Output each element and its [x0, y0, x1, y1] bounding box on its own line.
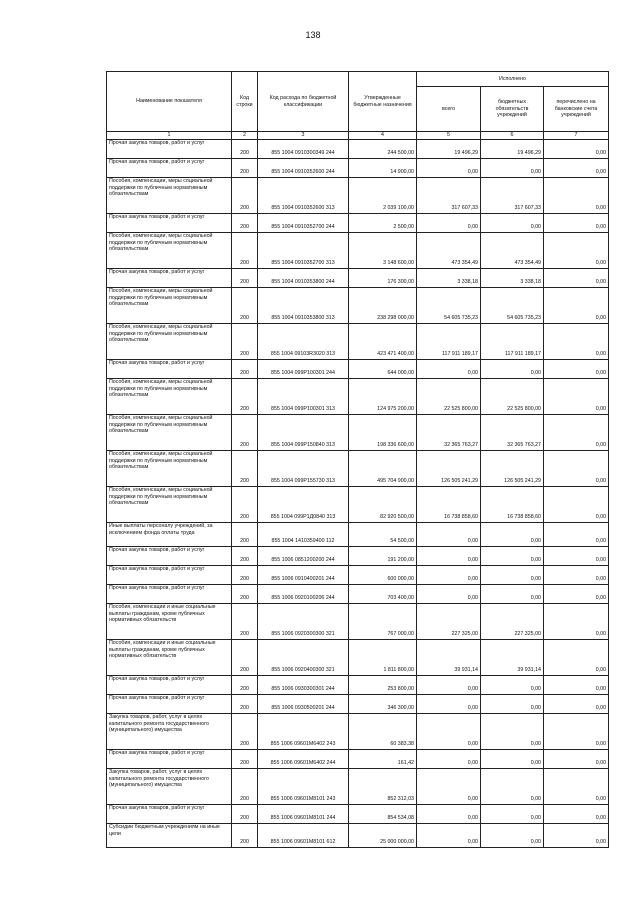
- table-row: [107, 159, 609, 178]
- table-body: [107, 140, 609, 848]
- row-line-code: 200: [232, 566, 258, 585]
- row-budget-obligations: 0,00: [481, 585, 544, 604]
- row-approved: 14 900,00: [349, 159, 417, 178]
- row-name: Прочая закупка товаров, работ и услуг: [107, 214, 232, 233]
- row-budget-obligations: 473 354,49: [481, 233, 544, 269]
- table-row: [107, 547, 609, 566]
- row-bank-transfers: 0,00: [544, 523, 609, 547]
- budget-execution-table: [106, 71, 609, 848]
- table-row: [107, 750, 609, 769]
- row-bank-transfers: 0,00: [544, 585, 609, 604]
- row-approved: 161,42: [349, 750, 417, 769]
- row-line-code: 200: [232, 214, 258, 233]
- row-budget-obligations: 0,00: [481, 769, 544, 805]
- row-line-code: 200: [232, 750, 258, 769]
- row-budget-obligations: 0,00: [481, 566, 544, 585]
- row-budget-obligations: 22 525 800,00: [481, 379, 544, 415]
- row-total: 0,00: [417, 547, 481, 566]
- table-row: [107, 487, 609, 523]
- row-total: 0,00: [417, 523, 481, 547]
- row-name: Прочая закупка товаров, работ и услуг: [107, 566, 232, 585]
- row-total: 0,00: [417, 214, 481, 233]
- row-line-code: 200: [232, 415, 258, 451]
- row-name: Пособия, компенсации, меры социальной поддержки по публичным нормативным обязательствам: [107, 178, 232, 214]
- table-row: [107, 214, 609, 233]
- row-total: 39 931,14: [417, 640, 481, 676]
- table-row: [107, 714, 609, 750]
- row-line-code: 200: [232, 769, 258, 805]
- row-budget-obligations: 0,00: [481, 805, 544, 824]
- row-budget-obligations: 0,00: [481, 214, 544, 233]
- row-total: 54 605 735,23: [417, 288, 481, 324]
- row-expense-code: 855 1006 09601M8101 612: [258, 824, 349, 848]
- row-total: 0,00: [417, 360, 481, 379]
- row-name: Пособия, компенсации, меры социальной поддержки по публичным нормативным обязательствам: [107, 487, 232, 523]
- row-line-code: 200: [232, 695, 258, 714]
- row-expense-code: 855 1004 0910352700 313: [258, 233, 349, 269]
- table-row: [107, 604, 609, 640]
- table-row: [107, 324, 609, 360]
- row-expense-code: 855 1004 099P1Д0840 313: [258, 487, 349, 523]
- row-budget-obligations: 0,00: [481, 750, 544, 769]
- row-name: Пособия, компенсации, меры социальной поддержки по публичным нормативным обязательствам: [107, 379, 232, 415]
- row-budget-obligations: 0,00: [481, 523, 544, 547]
- row-total: 117 911 189,17: [417, 324, 481, 360]
- row-total: 16 738 858,60: [417, 487, 481, 523]
- row-name: Пособия, компенсации, меры социальной поддержки по публичным нормативным обязательствам: [107, 324, 232, 360]
- row-line-code: 200: [232, 714, 258, 750]
- row-bank-transfers: 0,00: [544, 604, 609, 640]
- row-approved: 423 471 400,00: [349, 324, 417, 360]
- row-line-code: 200: [232, 604, 258, 640]
- column-number: 2: [232, 132, 258, 140]
- row-name: Закупка товаров, работ, услуг в целях капитального ремонта государственного (муниципального) имущества: [107, 714, 232, 750]
- row-bank-transfers: 0,00: [544, 487, 609, 523]
- header-name: Наименование показателя: [107, 72, 232, 132]
- row-approved: 495 704 900,00: [349, 451, 417, 487]
- row-line-code: 200: [232, 805, 258, 824]
- row-name: Пособия, компенсации, меры социальной поддержки по публичным нормативным обязательствам: [107, 451, 232, 487]
- row-expense-code: 855 1004 0910352600 244: [258, 159, 349, 178]
- row-bank-transfers: 0,00: [544, 233, 609, 269]
- row-line-code: 200: [232, 269, 258, 288]
- row-total: 19 496,29: [417, 140, 481, 159]
- row-name: Прочая закупка товаров, работ и услуг: [107, 269, 232, 288]
- row-total: 3 338,18: [417, 269, 481, 288]
- table-row: [107, 769, 609, 805]
- row-line-code: 200: [232, 451, 258, 487]
- row-total: 0,00: [417, 566, 481, 585]
- row-approved: 60 383,38: [349, 714, 417, 750]
- row-approved: 198 336 600,00: [349, 415, 417, 451]
- row-line-code: 200: [232, 585, 258, 604]
- header-approved: Утвержденные бюджетные назначения: [349, 72, 417, 132]
- row-bank-transfers: 0,00: [544, 415, 609, 451]
- row-bank-transfers: 0,00: [544, 750, 609, 769]
- table-row: [107, 451, 609, 487]
- row-approved: 54 500,00: [349, 523, 417, 547]
- row-approved: 238 298 000,00: [349, 288, 417, 324]
- row-bank-transfers: 0,00: [544, 676, 609, 695]
- table-row: [107, 269, 609, 288]
- row-total: 0,00: [417, 695, 481, 714]
- row-budget-obligations: 19 496,29: [481, 140, 544, 159]
- row-expense-code: 855 1004 099P100301 244: [258, 360, 349, 379]
- row-expense-code: 855 1006 0851200200 244: [258, 547, 349, 566]
- row-total: 227 325,00: [417, 604, 481, 640]
- row-name: Прочая закупка товаров, работ и услуг: [107, 676, 232, 695]
- column-numbers-row: [107, 132, 609, 140]
- row-name: Пособия, компенсации и иные социальные выплаты гражданам, кроме публичных нормативных обязательств: [107, 640, 232, 676]
- row-approved: 2 500,00: [349, 214, 417, 233]
- row-approved: 124 975 200,00: [349, 379, 417, 415]
- row-total: 0,00: [417, 750, 481, 769]
- row-total: 473 354,49: [417, 233, 481, 269]
- row-bank-transfers: 0,00: [544, 695, 609, 714]
- row-approved: 191 200,00: [349, 547, 417, 566]
- table-row: [107, 415, 609, 451]
- row-name: Прочая закупка товаров, работ и услуг: [107, 360, 232, 379]
- row-approved: 346 300,00: [349, 695, 417, 714]
- table-row: [107, 695, 609, 714]
- row-approved: 600 000,00: [349, 566, 417, 585]
- row-name: Прочая закупка товаров, работ и услуг: [107, 547, 232, 566]
- row-expense-code: 855 1006 09601M8101 243: [258, 769, 349, 805]
- row-budget-obligations: 0,00: [481, 824, 544, 848]
- row-name: Пособия, компенсации, меры социальной поддержки по публичным нормативным обязательствам: [107, 415, 232, 451]
- row-name: Прочая закупка товаров, работ и услуг: [107, 585, 232, 604]
- row-expense-code: 855 1006 0930500201 244: [258, 695, 349, 714]
- row-budget-obligations: 0,00: [481, 159, 544, 178]
- column-number: 7: [544, 132, 609, 140]
- row-line-code: 200: [232, 159, 258, 178]
- row-name: Прочая закупка товаров, работ и услуг: [107, 695, 232, 714]
- header-line-code: Код строки: [232, 72, 258, 132]
- row-budget-obligations: 317 607,33: [481, 178, 544, 214]
- table-row: [107, 640, 609, 676]
- table-row: [107, 676, 609, 695]
- row-total: 0,00: [417, 676, 481, 695]
- row-expense-code: 855 1004 0910352700 244: [258, 214, 349, 233]
- row-bank-transfers: 0,00: [544, 140, 609, 159]
- row-total: 32 365 763,27: [417, 415, 481, 451]
- row-name: Пособия, компенсации, меры социальной поддержки по публичным нормативным обязательствам: [107, 288, 232, 324]
- row-approved: 644 000,00: [349, 360, 417, 379]
- row-budget-obligations: 126 505 241,29: [481, 451, 544, 487]
- row-bank-transfers: 0,00: [544, 379, 609, 415]
- row-budget-obligations: 0,00: [481, 360, 544, 379]
- row-budget-obligations: 3 338,18: [481, 269, 544, 288]
- row-expense-code: 855 1004 0910353800 244: [258, 269, 349, 288]
- row-expense-code: 855 1006 0920300300 321: [258, 604, 349, 640]
- row-name: Закупка товаров, работ, услуг в целях капитального ремонта государственного (муниципального) имущества: [107, 769, 232, 805]
- row-expense-code: 855 1004 09103R3020 313: [258, 324, 349, 360]
- table-row: [107, 585, 609, 604]
- page-number: 138: [305, 30, 321, 40]
- row-name: Прочая закупка товаров, работ и услуг: [107, 140, 232, 159]
- row-bank-transfers: 0,00: [544, 824, 609, 848]
- header-total: всего: [417, 87, 481, 132]
- row-expense-code: 855 1004 1410359400 112: [258, 523, 349, 547]
- row-bank-transfers: 0,00: [544, 451, 609, 487]
- row-line-code: 200: [232, 824, 258, 848]
- row-name: Пособия, компенсации и иные социальные выплаты гражданам, кроме публичных нормативных обязательств: [107, 604, 232, 640]
- column-number: 4: [349, 132, 417, 140]
- row-total: 0,00: [417, 159, 481, 178]
- row-budget-obligations: 0,00: [481, 714, 544, 750]
- row-line-code: 200: [232, 640, 258, 676]
- row-expense-code: 855 1004 099P155730 313: [258, 451, 349, 487]
- row-expense-code: 855 1004 0910300349 244: [258, 140, 349, 159]
- row-bank-transfers: 0,00: [544, 178, 609, 214]
- row-expense-code: 855 1004 099P100301 313: [258, 379, 349, 415]
- header-budget-obligations: бюджетных обязательств учреждений: [481, 87, 544, 132]
- row-approved: 1 811 800,00: [349, 640, 417, 676]
- row-bank-transfers: 0,00: [544, 769, 609, 805]
- table-row: [107, 805, 609, 824]
- row-line-code: 200: [232, 379, 258, 415]
- row-line-code: 200: [232, 178, 258, 214]
- table-row: [107, 824, 609, 848]
- row-line-code: 200: [232, 233, 258, 269]
- row-line-code: 200: [232, 523, 258, 547]
- row-approved: 25 000 000,00: [349, 824, 417, 848]
- row-expense-code: 855 1006 09601M6402 243: [258, 714, 349, 750]
- row-line-code: 200: [232, 140, 258, 159]
- row-total: 126 505 241,29: [417, 451, 481, 487]
- table-row: [107, 178, 609, 214]
- row-bank-transfers: 0,00: [544, 269, 609, 288]
- row-approved: 244 500,00: [349, 140, 417, 159]
- row-expense-code: 855 1004 0910353800 313: [258, 288, 349, 324]
- row-total: 0,00: [417, 585, 481, 604]
- row-bank-transfers: 0,00: [544, 805, 609, 824]
- row-expense-code: 855 1006 09601M8101 244: [258, 805, 349, 824]
- row-budget-obligations: 117 911 189,17: [481, 324, 544, 360]
- row-budget-obligations: 0,00: [481, 676, 544, 695]
- row-budget-obligations: 32 365 763,27: [481, 415, 544, 451]
- row-name: Субсидии бюджетным учреждениям на иные цели: [107, 824, 232, 848]
- row-approved: 703 400,00: [349, 585, 417, 604]
- column-number: 3: [258, 132, 349, 140]
- row-bank-transfers: 0,00: [544, 159, 609, 178]
- row-budget-obligations: 227 325,00: [481, 604, 544, 640]
- row-total: 0,00: [417, 805, 481, 824]
- row-expense-code: 855 1006 0930300301 244: [258, 676, 349, 695]
- row-line-code: 200: [232, 360, 258, 379]
- row-bank-transfers: 0,00: [544, 714, 609, 750]
- row-approved: 854 534,08: [349, 805, 417, 824]
- header-executed: Исполнено: [417, 72, 609, 87]
- row-total: 0,00: [417, 824, 481, 848]
- row-approved: 852 312,03: [349, 769, 417, 805]
- row-total: 317 607,33: [417, 178, 481, 214]
- row-approved: 253 800,00: [349, 676, 417, 695]
- row-budget-obligations: 39 931,14: [481, 640, 544, 676]
- table-row: [107, 140, 609, 159]
- row-approved: 82 920 500,00: [349, 487, 417, 523]
- row-bank-transfers: 0,00: [544, 640, 609, 676]
- row-expense-code: 855 1006 0910400201 244: [258, 566, 349, 585]
- row-approved: 176 300,00: [349, 269, 417, 288]
- row-expense-code: 855 1004 099P150840 313: [258, 415, 349, 451]
- row-line-code: 200: [232, 676, 258, 695]
- row-bank-transfers: 0,00: [544, 214, 609, 233]
- row-name: Иные выплаты персоналу учреждений, за исключением фонда оплаты труда: [107, 523, 232, 547]
- row-budget-obligations: 54 605 735,23: [481, 288, 544, 324]
- row-approved: 767 000,00: [349, 604, 417, 640]
- header-expense-code: Код расхода по бюджетной классификации: [258, 72, 349, 132]
- table-row: [107, 360, 609, 379]
- table-row: [107, 379, 609, 415]
- row-budget-obligations: 0,00: [481, 547, 544, 566]
- row-bank-transfers: 0,00: [544, 360, 609, 379]
- row-budget-obligations: 0,00: [481, 695, 544, 714]
- row-bank-transfers: 0,00: [544, 324, 609, 360]
- row-name: Пособия, компенсации, меры социальной поддержки по публичным нормативным обязательствам: [107, 233, 232, 269]
- row-bank-transfers: 0,00: [544, 288, 609, 324]
- row-bank-transfers: 0,00: [544, 547, 609, 566]
- row-line-code: 200: [232, 288, 258, 324]
- column-number: 1: [107, 132, 232, 140]
- row-bank-transfers: 0,00: [544, 566, 609, 585]
- row-approved: 2 039 100,00: [349, 178, 417, 214]
- row-name: Прочая закупка товаров, работ и услуг: [107, 750, 232, 769]
- row-total: 0,00: [417, 769, 481, 805]
- table-row: [107, 523, 609, 547]
- row-total: 22 525 800,00: [417, 379, 481, 415]
- row-approved: 3 148 600,00: [349, 233, 417, 269]
- row-line-code: 200: [232, 324, 258, 360]
- row-line-code: 200: [232, 487, 258, 523]
- table-row: [107, 288, 609, 324]
- row-name: Прочая закупка товаров, работ и услуг: [107, 805, 232, 824]
- row-line-code: 200: [232, 547, 258, 566]
- row-expense-code: 855 1004 0910352600 313: [258, 178, 349, 214]
- row-total: 0,00: [417, 714, 481, 750]
- column-number: 6: [481, 132, 544, 140]
- table-row: [107, 233, 609, 269]
- row-budget-obligations: 16 738 858,60: [481, 487, 544, 523]
- row-expense-code: 855 1006 0920100206 244: [258, 585, 349, 604]
- row-name: Прочая закупка товаров, работ и услуг: [107, 159, 232, 178]
- column-number: 5: [417, 132, 481, 140]
- header-bank-transfers: перечислено на банковские счета учреждений: [544, 87, 609, 132]
- row-expense-code: 855 1006 0920400300 321: [258, 640, 349, 676]
- row-expense-code: 855 1006 09601M6402 244: [258, 750, 349, 769]
- table-row: [107, 566, 609, 585]
